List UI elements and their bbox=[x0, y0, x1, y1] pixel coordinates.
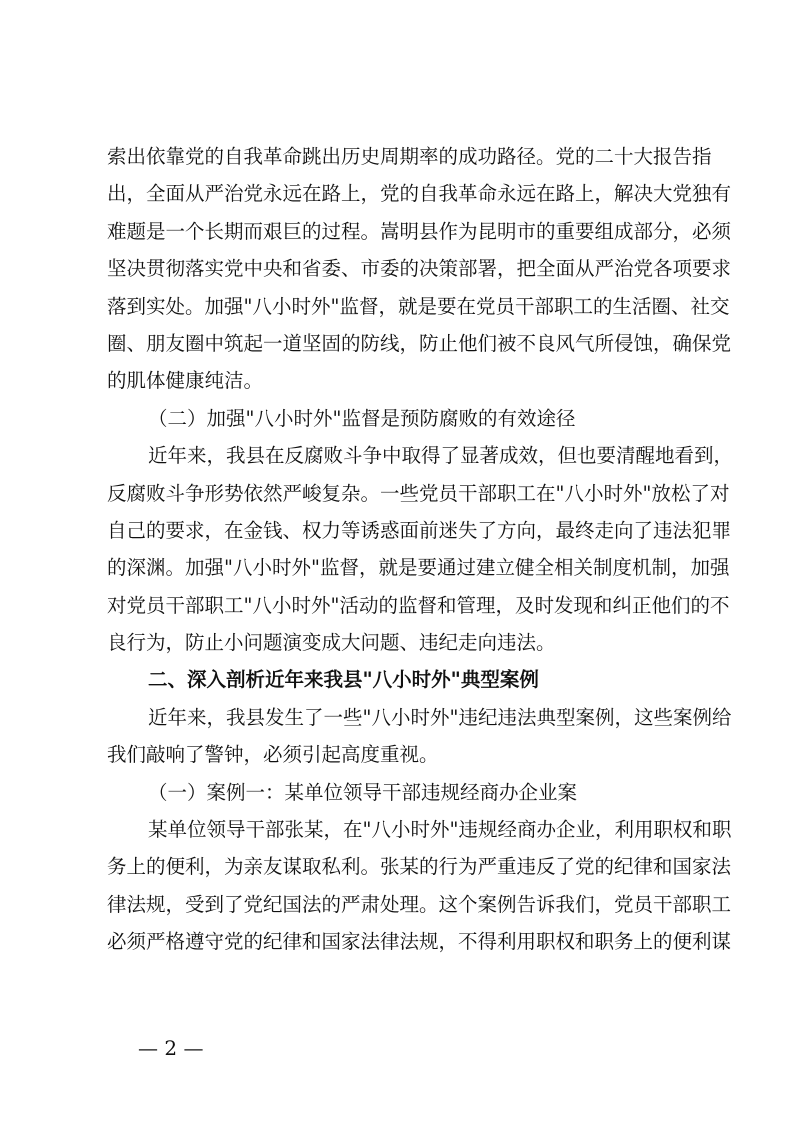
document-body bbox=[107, 138, 734, 961]
text-line: 出，全面从严治党永远在路上，党的自我革命永远在路上，解决大党独有 bbox=[107, 182, 732, 206]
page-number: — 2 — bbox=[138, 1036, 204, 1060]
text-line: 我们敲响了警钟，必须引起高度重视。 bbox=[107, 743, 439, 767]
text-line: 近年来，我县发生了一些"八小时外"违纪违法典型案例，这些案例给 bbox=[148, 705, 732, 729]
text-line: 某单位领导干部张某，在"八小时外"违规经商办企业，利用职权和职 bbox=[148, 818, 732, 842]
text-line: 二、深入剖析近年来我县"八小时外"典型案例 bbox=[148, 668, 539, 692]
text-line: 反腐败斗争形势依然严峻复杂。一些党员干部职工在"八小时外"放松了对 bbox=[107, 481, 730, 505]
text-line: 良行为，防止小问题演变成大问题、违纪走向违法。 bbox=[107, 631, 556, 655]
text-line: 坚决贯彻落实党中央和省委、市委的决策部署，把全面从严治党各项要求 bbox=[107, 257, 732, 281]
paragraph bbox=[107, 437, 734, 661]
paragraph bbox=[107, 811, 732, 961]
paragraph bbox=[107, 699, 732, 774]
text-line: 索出依靠党的自我革命跳出历史周期率的成功路径。党的二十大报告指 bbox=[107, 145, 712, 168]
text-line: 必须严格遵守党的纪律和国家法律法规，不得利用职权和职务上的便利谋 bbox=[107, 930, 732, 954]
text-line: 对党员干部职工"八小时外"活动的监督和管理，及时发现和纠正他们的不 bbox=[107, 593, 730, 617]
text-line: 律法规，受到了党纪国法的严肃处理。这个案例告诉我们，党员干部职工 bbox=[107, 892, 732, 916]
paragraph bbox=[107, 138, 732, 400]
text-line: 的肌体健康纯洁。 bbox=[107, 369, 264, 393]
subsection-heading bbox=[107, 774, 692, 811]
text-line: 难题是一个长期而艰巨的过程。嵩明县作为昆明市的重要组成部分，必须 bbox=[107, 219, 732, 243]
text-line: 自己的要求，在金钱、权力等诱惑面前迷失了方向，最终走向了违法犯罪 bbox=[107, 518, 732, 542]
text-line: 落到实处。加强"八小时外"监督，就是要在党员干部职工的生活圈、社交 bbox=[107, 294, 730, 318]
text-line: 近年来，我县在反腐败斗争中取得了显著成效，但也要清醒地看到， bbox=[148, 444, 734, 468]
section-heading bbox=[107, 661, 692, 698]
text-line: 圈、朋友圈中筑起一道坚固的防线，防止他们被不良风气所侵蚀，确保党 bbox=[107, 331, 732, 355]
text-line: （一）案例一：某单位领导干部违规经商办企业案 bbox=[148, 780, 578, 804]
text-line: 的深渊。加强"八小时外"监督，就是要通过建立健全相关制度机制，加强 bbox=[107, 556, 730, 580]
text-line: （二）加强"八小时外"监督是预防腐败的有效途径 bbox=[148, 406, 576, 430]
subsection-heading bbox=[107, 400, 692, 437]
text-line: 务上的便利，为亲友谋取私利。张某的行为严重违反了党的纪律和国家法 bbox=[107, 855, 732, 879]
